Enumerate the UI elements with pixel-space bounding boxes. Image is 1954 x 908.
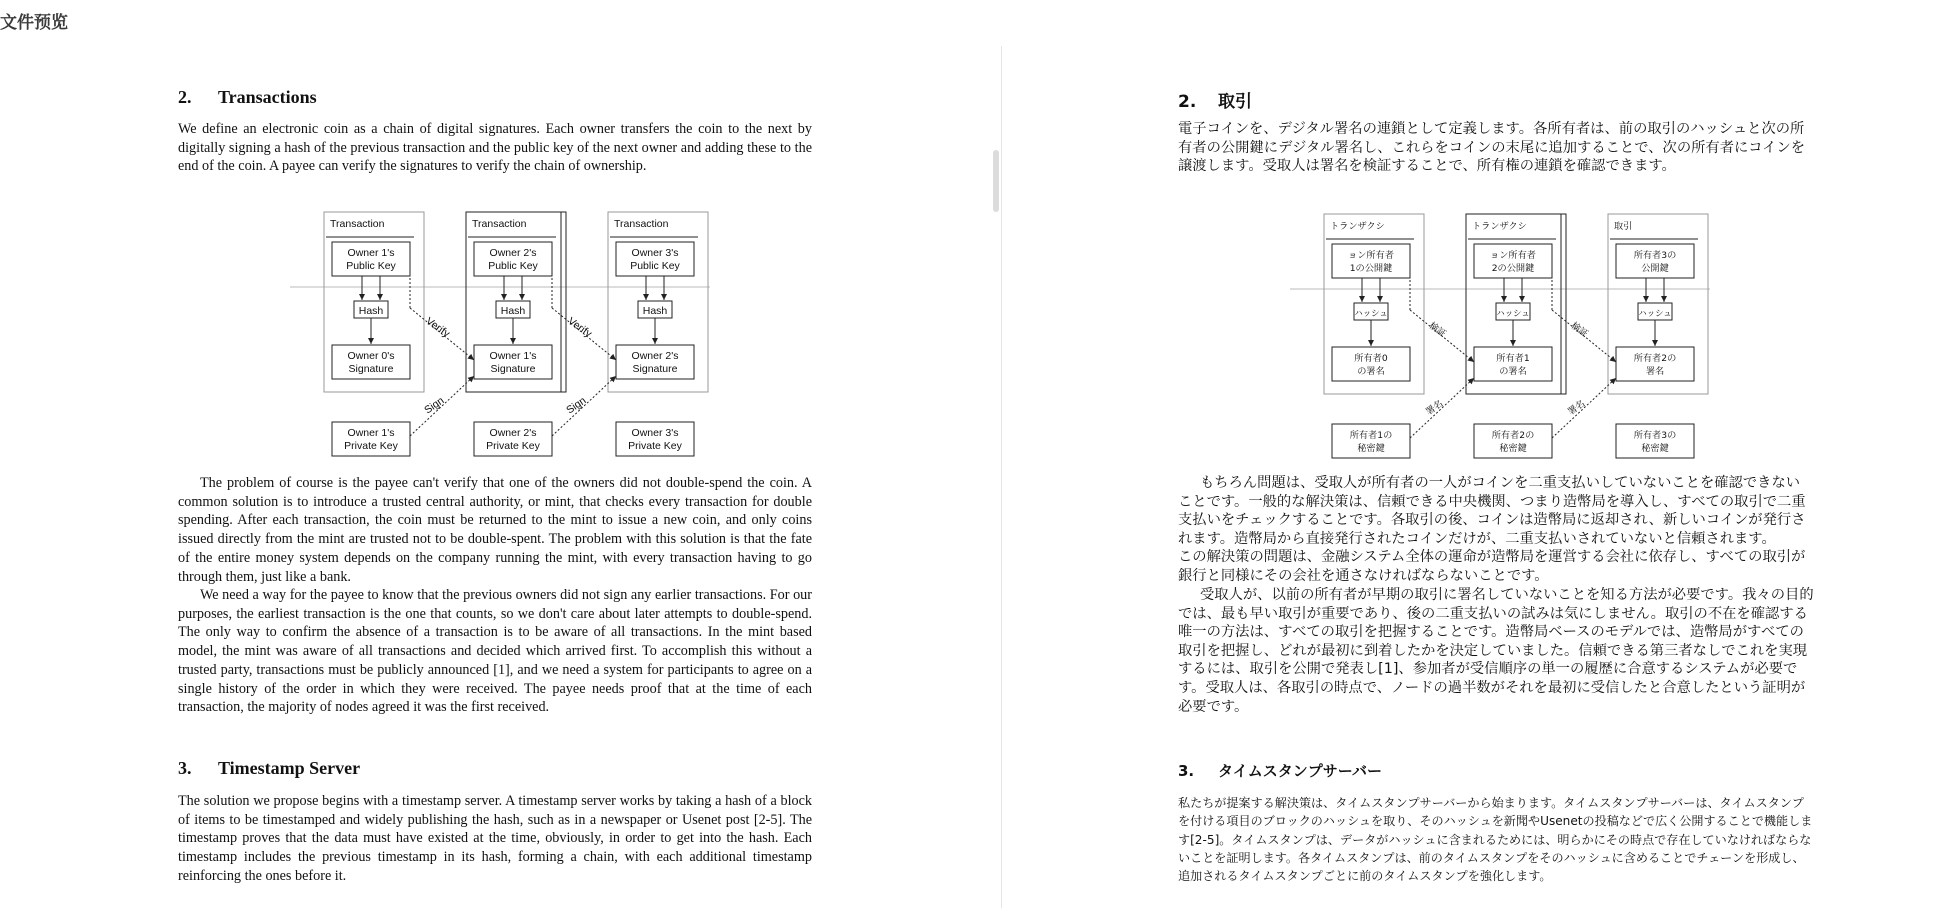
signature-label: の署名 [1499, 366, 1527, 377]
transaction-label: トランザクシ [1330, 221, 1385, 232]
signature-label: 署名 [1645, 366, 1665, 377]
signature-label: Signature [490, 363, 536, 375]
section-heading-timestamp-server-jp: 3. タイムスタンプサーバー [1178, 762, 1382, 780]
arrow-head [368, 338, 374, 344]
signature-label: の署名 [1357, 366, 1385, 377]
private-key-label: 所有者2の [1491, 430, 1535, 441]
public-key-label: Public Key [346, 260, 396, 272]
signature-label: 所有者1 [1496, 353, 1530, 364]
arrow-head [1377, 296, 1383, 302]
signature-label: Owner 0's [347, 350, 395, 362]
paragraph: The problem of course is the payee can't verify that one of the owners did not double-spend the coin. A common solution is to introduce a trusted central authority, or mint, that checks every transaction for double spending. After each transaction, the coin must be returned to the mint to issue a new coin, and only coins issued directly from the mint are trusted not to be double-spent. The problem with this solution is that the fate of the entire money system depends on the company running the mint, with every transaction having to go through them, just like a bank. [178, 475, 812, 585]
paragraph: 受取人が、以前の所有者が早期の取引に署名していないことを知る方法が必要です。我々の目的では、最も早い取引が重要であり、後の二重支払いの試みは気にしません。取引の不在を確認する唯一の方法は、すべての取引を把握することです。造幣局ベースのモデルでは、造幣局がすべての取引を把握し、どれが最初に到着したかを決定していました。信頼できる第三者なしでこれを実現するには、取引を公開で発表し[1]、参加者が受信順序の単一の履歴に合意するシステムが必要です。受取人は、各取引の時点で、ノードの過半数がそれを最初に受信したと合意したという証明が必要です。 [1178, 587, 1814, 715]
section-heading-timestamp-server: 3. Timestamp Server [178, 758, 361, 778]
signature-label: Signature [348, 363, 394, 375]
transaction-label: Transaction [330, 218, 385, 230]
arrow-head [1368, 340, 1374, 346]
section-heading-transactions: 2. Transactions [178, 87, 317, 107]
public-key-label: Public Key [488, 260, 538, 272]
public-key-label: ョン所有者 [1348, 250, 1394, 261]
arrow-head [643, 294, 649, 300]
verify-label: 検証 [1426, 320, 1449, 340]
arrow-head [377, 294, 383, 300]
verify-label: Verify [423, 315, 452, 340]
sign-label: Sign [422, 394, 447, 417]
arrow-head [1609, 356, 1616, 362]
private-key-label: Owner 2's [489, 427, 537, 439]
sign-label: 署名 [1565, 398, 1588, 418]
transaction-label: 取引 [1614, 221, 1633, 232]
paragraph: We define an electronic coin as a chain of digital signatures. Each owner transfers the coin to the next by digitally signing a hash of the previous transaction and the public key of the next owner and adding these to the end of the coin. A payee can verify the signatures to verify the chain of ownership. [178, 121, 812, 175]
arrow-head [609, 354, 616, 360]
hash-label: Hash [358, 305, 384, 317]
arrow-head [652, 338, 658, 344]
private-key-label: 秘密鍵 [1641, 443, 1669, 454]
public-key-label: Public Key [630, 260, 680, 272]
private-key-label: Owner 1's [347, 427, 395, 439]
private-key-label: 所有者3の [1633, 430, 1677, 441]
public-key-label: Owner 3's [631, 247, 679, 259]
arrow-head [1661, 296, 1667, 302]
transaction-label: Transaction [614, 218, 669, 230]
public-key-label: 2の公開鍵 [1491, 263, 1535, 274]
app-title: 文件预览 [0, 13, 68, 33]
arrow-head [519, 294, 525, 300]
hash-label: ハッシュ [1638, 308, 1672, 318]
scrollbar-thumb[interactable] [993, 150, 999, 212]
private-key-label: Private Key [486, 440, 540, 452]
arrow-head [1359, 296, 1365, 302]
signature-label: Owner 1's [489, 350, 537, 362]
private-key-label: 所有者1の [1349, 430, 1393, 441]
public-key-label: 所有者3の [1633, 250, 1677, 261]
public-key-label: Owner 1's [347, 247, 395, 259]
signature-label: Owner 2's [631, 350, 679, 362]
arrow-head [1652, 340, 1658, 346]
section-heading-transactions-jp: 2. 取引 [1178, 92, 1252, 112]
transaction-chain-diagram-jp [1290, 212, 1710, 457]
arrow-head [467, 354, 474, 360]
paragraph: もちろん問題は、受取人が所有者の一人がコインを二重支払いしていないことを確認できないことです。一般的な解決策は、信頼できる中央機関、つまり造幣局を導入し、すべての取引で二重支払いをチェックすることです。各取引の後、コインは造幣局に返却され、新しいコインが発行されます。造幣局から直接発行されたコインだけが、二重支払いされていないと信頼されます。 [1178, 475, 1806, 547]
public-key-label: 公開鍵 [1641, 263, 1669, 274]
public-key-label: Owner 2's [489, 247, 537, 259]
private-key-label: Private Key [628, 440, 682, 452]
paragraph: We need a way for the payee to know that the previous owners did not sign any earlier transactions. For our purposes, the earliest transaction is the one that counts, so we don't care about later attempts to double-spend. The only way to confirm the absence of a transaction is to be aware of all transactions. In the mint based model, the mint was aware of all transactions and decided which arrived first. To accomplish this without a trusted party, transactions must be publicly announced [1], and we need a system for participants to agree on a single history of the order in which they were received. The payee needs proof that at the time of each transaction, the majority of nodes agreed it was the first received. [178, 587, 812, 716]
private-key-label: 秘密鍵 [1499, 443, 1527, 454]
hash-label: ハッシュ [1354, 308, 1388, 318]
paragraph: The solution we propose begins with a timestamp server. A timestamp server works by taking a hash of a block of items to be timestamped and widely publishing the hash, such as in a newspaper or Usenet post [2-5]. The timestamp proves that the data must have existed at the time, obviously, in order to get into the hash. Each timestamp includes the previous timestamp in its hash, forming a chain, with each additional timestamp reinforcing the ones before it. [178, 793, 812, 884]
transaction-chain-diagram [290, 210, 710, 455]
arrow-head [1510, 340, 1516, 346]
paragraph: 電子コインを、デジタル署名の連鎖として定義します。各所有者は、前の取引のハッシュと次の所有者の公開鍵にデジタル署名し、これらをコインの末尾に追加することで、次の所有者にコインを譲渡します。受取人は署名を検証することで、所有権の連鎖を確認できます。 [1178, 121, 1806, 175]
paragraph: 私たちが提案する解決策は、タイムスタンプサーバーから始まります。タイムスタンプサーバーは、タイムスタンプを付ける項目のブロックのハッシュを取り、そのハッシュを新聞やUsenetの投稿などで広く公開することで機能します[2-5]。タイムスタンプは、データがハッシュに含まれるためには、明らかにその時点で存在していなければならないことを証明します。各タイムスタンプは、前のタイムスタンプをそのハッシュに含めることでチェーンを形成し、追加されるタイムスタンプごとに前のタイムスタンプを強化します。 [1178, 796, 1813, 884]
verify-label: 検証 [1568, 320, 1591, 340]
arrow-head [510, 338, 516, 344]
arrow-head [661, 294, 667, 300]
paragraph: この解決策の問題は、金融システム全体の運命が造幣局を運営する会社に依存し、すべての取引が銀行と同様にその会社を通さなければならないことです。 [1178, 549, 1806, 584]
hash-label: Hash [500, 305, 526, 317]
page-divider [1001, 46, 1002, 908]
sign-label: Sign [564, 394, 589, 417]
transaction-label: Transaction [472, 218, 527, 230]
arrow-head [359, 294, 365, 300]
arrow-head [501, 294, 507, 300]
hash-label: Hash [642, 305, 668, 317]
signature-label: 所有者2の [1633, 353, 1677, 364]
signature-label: Signature [632, 363, 678, 375]
verify-label: Verify [565, 315, 594, 340]
sign-label: 署名 [1423, 398, 1446, 418]
signature-label: 所有者0 [1354, 353, 1388, 364]
public-key-label: 1の公開鍵 [1349, 263, 1393, 274]
private-key-label: Private Key [344, 440, 398, 452]
public-key-label: ョン所有者 [1490, 250, 1536, 261]
arrow-head [1643, 296, 1649, 302]
arrow-head [1467, 356, 1474, 362]
hash-label: ハッシュ [1496, 308, 1530, 318]
transaction-label: トランザクシ [1472, 221, 1527, 232]
private-key-label: Owner 3's [631, 427, 679, 439]
private-key-label: 秘密鍵 [1357, 443, 1385, 454]
arrow-head [1519, 296, 1525, 302]
arrow-head [1501, 296, 1507, 302]
